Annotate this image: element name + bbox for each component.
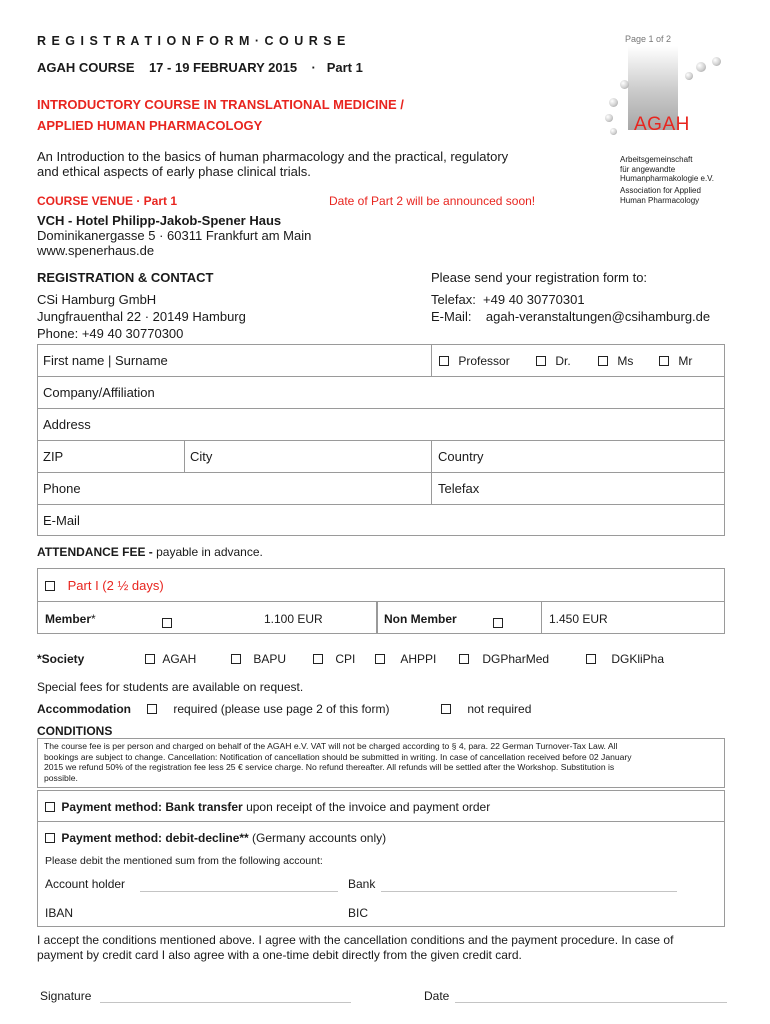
phone-field-label[interactable]: Phone: [43, 481, 81, 496]
iban-label[interactable]: IBAN: [45, 906, 74, 920]
contact-phone: Phone: +49 40 30770300: [37, 326, 184, 341]
checkbox-icon[interactable]: [375, 654, 385, 664]
non-member-checkbox[interactable]: [493, 614, 503, 632]
venue-name: VCH - Hotel Philipp-Jakob-Spener Haus: [37, 213, 282, 228]
accommodation-required-option[interactable]: required (please use page 2 of this form): [147, 702, 389, 716]
agreement-text: I accept the conditions mentioned above. I agree with the cancellation conditions and the payment procedure. In case of payment by credit card I also agree with a one-time debit directly from the given credit card.: [37, 933, 674, 962]
checkbox-icon[interactable]: [439, 356, 449, 366]
venue-heading: COURSE VENUE · Part 1: [37, 194, 178, 208]
form-title: R E G I S T R A T I O N F O R M · C O U R S E: [37, 34, 347, 48]
non-member-price: 1.450 EUR: [549, 612, 608, 626]
member-price: 1.100 EUR: [264, 612, 323, 626]
checkbox-icon[interactable]: [147, 704, 157, 714]
non-member-label: Non Member: [384, 612, 457, 626]
checkbox-icon[interactable]: [313, 654, 323, 664]
intro-line2: and ethical aspects of early phase clinical trials.: [37, 164, 311, 179]
payment-debit-option[interactable]: Payment method: debit-decline** (Germany accounts only): [45, 831, 386, 845]
org-name-english: Association for Applied Human Pharmacology: [620, 186, 701, 205]
checkbox-icon[interactable]: [441, 704, 451, 714]
page-number: Page 1 of 2: [625, 34, 672, 44]
students-note: Special fees for students are available on request.: [37, 680, 304, 694]
checkbox-icon[interactable]: [659, 356, 669, 366]
payment-bank-transfer-option[interactable]: Payment method: Bank transfer upon receipt of the invoice and payment order: [45, 800, 490, 814]
name-field-label[interactable]: First name | Surname: [43, 353, 168, 368]
course-line: AGAH COURSE 17 - 19 FEBRUARY 2015 · Part 1: [37, 60, 363, 75]
accommodation-not-required-option[interactable]: not required: [441, 702, 531, 716]
checkbox-icon[interactable]: [493, 618, 503, 628]
course-title-line2: APPLIED HUMAN PHARMACOLOGY: [37, 118, 263, 133]
title-option-dr[interactable]: Dr.: [536, 354, 571, 368]
checkbox-icon[interactable]: [459, 654, 469, 664]
part2-note: Date of Part 2 will be announced soon!: [329, 194, 536, 208]
society-option-ahppi[interactable]: AHPPI: [375, 652, 436, 666]
telefax-field-label[interactable]: Telefax: [438, 481, 480, 496]
fee-heading: ATTENDANCE FEE - payable in advance.: [37, 545, 263, 559]
checkbox-icon[interactable]: [586, 654, 596, 664]
checkbox-icon[interactable]: [145, 654, 155, 664]
society-label: *Society: [37, 652, 85, 666]
checkbox-icon[interactable]: [162, 618, 172, 628]
address-field-label[interactable]: Address: [43, 417, 91, 432]
title-option-mr[interactable]: Mr: [659, 354, 692, 368]
course-title-line1: INTRODUCTORY COURSE IN TRANSLATIONAL MEDICINE /: [37, 97, 404, 112]
bic-label[interactable]: BIC: [348, 906, 369, 920]
debit-note: Please debit the mentioned sum from the following account:: [45, 855, 323, 867]
accommodation-label: Accommodation: [37, 702, 132, 716]
society-option-cpi[interactable]: CPI: [313, 652, 355, 666]
title-option-professor[interactable]: Professor: [439, 354, 510, 368]
email-field-label[interactable]: E-Mail: [43, 513, 80, 528]
venue-website: www.spenerhaus.de: [37, 243, 155, 258]
send-note: Please send your registration form to:: [431, 270, 648, 285]
checkbox-icon[interactable]: [45, 581, 55, 591]
conditions-text: The course fee is per person and charged on behalf of the AGAH e.V. VAT will not be charged according to § 4, para. 22 German Turnover-Tax Law. All bookings are subject to change. Cancellation: Notification of cancellation should be submitted in writing. In case of cancellation received before 02 January 2015 we refund 50% of the registration fee less 25 € service charge. No refund thereafter. All refunds will be settled after the Workshop. Substitution is possible.: [44, 741, 632, 783]
contact-street: Jungfrauenthal 22 · 20149 Hamburg: [37, 309, 246, 324]
account-holder-input[interactable]: [140, 891, 338, 892]
checkbox-icon[interactable]: [45, 833, 55, 843]
checkbox-icon[interactable]: [598, 356, 608, 366]
contact-heading: REGISTRATION & CONTACT: [37, 270, 214, 285]
society-option-dgpharmed[interactable]: DGPharMed: [459, 652, 549, 666]
checkbox-icon[interactable]: [536, 356, 546, 366]
city-field-label[interactable]: City: [190, 449, 213, 464]
member-checkbox[interactable]: [162, 614, 172, 632]
title-option-ms[interactable]: Ms: [598, 354, 633, 368]
contact-email: E-Mail: agah-veranstaltungen@csihamburg.de: [431, 309, 711, 324]
checkbox-icon[interactable]: [45, 802, 55, 812]
venue-address: Dominikanergasse 5 · 60311 Frankfurt am Main: [37, 228, 312, 243]
date-input[interactable]: [455, 1002, 727, 1003]
signature-input[interactable]: [100, 1002, 351, 1003]
society-option-bapu[interactable]: BAPU: [231, 652, 286, 666]
contact-telefax: Telefax: +49 40 30770301: [431, 292, 585, 307]
bank-label: Bank: [348, 877, 376, 891]
conditions-heading: CONDITIONS: [37, 724, 113, 738]
society-option-agah[interactable]: AGAH: [145, 652, 196, 666]
zip-field-label[interactable]: ZIP: [43, 449, 64, 464]
signature-label: Signature: [40, 989, 92, 1003]
bank-input[interactable]: [381, 891, 677, 892]
member-label: Member*: [45, 612, 96, 626]
date-label: Date: [424, 989, 450, 1003]
account-holder-label: Account holder: [45, 877, 126, 891]
intro-line1: An Introduction to the basics of human pharmacology and the practical, regulatory: [37, 149, 509, 164]
part1-option[interactable]: Part I (2 ½ days): [45, 578, 164, 593]
society-option-dgklipha[interactable]: DGKliPha: [586, 652, 664, 666]
country-field-label[interactable]: Country: [438, 449, 484, 464]
contact-company: CSi Hamburg GmbH: [37, 292, 157, 307]
checkbox-icon[interactable]: [231, 654, 241, 664]
logo-text: AGAH: [634, 114, 690, 135]
org-name-german: Arbeitsgemeinschaft für angewandte Humanpharmakologie e.V.: [620, 155, 714, 183]
company-field-label[interactable]: Company/Affiliation: [43, 385, 155, 400]
